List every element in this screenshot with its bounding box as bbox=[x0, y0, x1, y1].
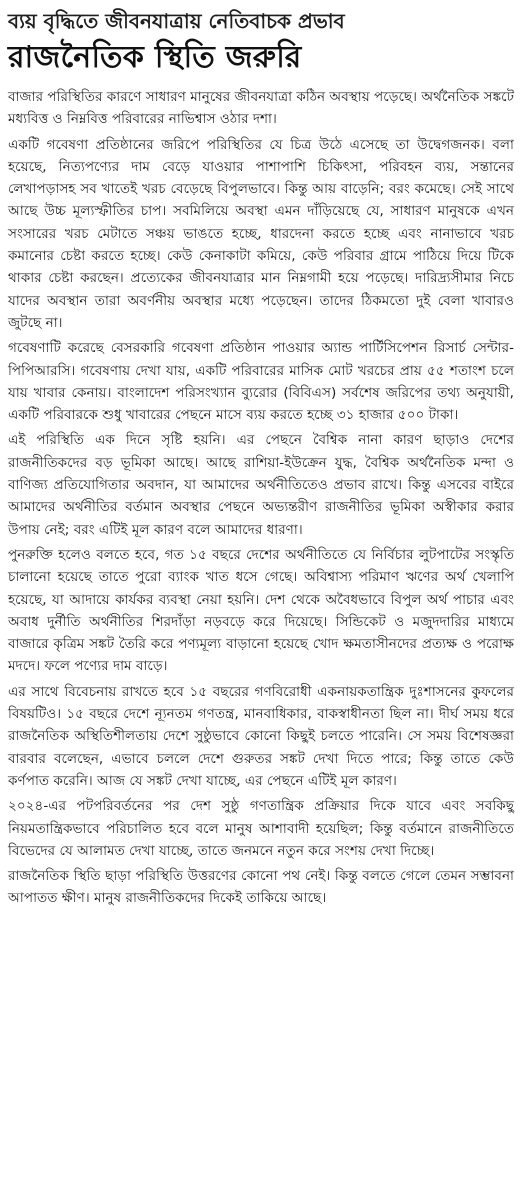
paragraph-2: একটি গবেষণা প্রতিষ্ঠানের জরিপে পরিস্থিতির যে চিত্র উঠে এসেছে তা উদ্বেগজনক। বলা হয়েছে, নিত্যপণ্যের দাম বেড়ে যাওয়ার পাশাপাশি চিকিৎসা, পরিবহন ব্যয়, সন্তানের লেখাপড়াসহ সব খাতেই খরচ বেড়েছে বিপুলভাবে। কিন্তু আয় বাড়েনি; বরং কমেছে। সেই সাথে আছে উচ্চ মূল্যস্ফীতির চাপ। সবমিলিয়ে অবস্থা এমন দাঁড়িয়েছে যে, সাধারণ মানুষকে এখন সংসারের খরচ মেটাতে সঞ্চয় ভাঙতে হচ্ছে, ধারদেনা করতে হচ্ছে এবং নানাভাবে খরচ কমানোর চেষ্টা করতে হচ্ছে। কেউ কেনাকাটা কমিয়ে, কেউ পরিবার গ্রামে পাঠিয়ে দিয়ে টিকে থাকার চেষ্টা করছেন। প্রত্যেকের জীবনযাত্রার মান নিম্নগামী হয়ে পড়েছে। দারিদ্র্যসীমার নিচে যাদের অবস্থান তারা অবর্ণনীয় অবস্থার মধ্যে পড়েছেন। তাদের ঠিকমতো দুই বেলা খাবারও জুটছে না। bbox=[8, 136, 514, 331]
paragraph-8: রাজনৈতিক স্থিতি ছাড়া পরিস্থিতি উত্তরণের কোনো পথ নেই। কিন্তু বলতে গেলে তেমন সম্ভাবনা আপাতত ক্ষীণ। মানুষ রাজনীতিকদের দিকেই তাকিয়ে আছে। bbox=[8, 868, 514, 907]
paragraph-1: বাজার পরিস্থিতির কারণে সাধারণ মানুষের জীবনযাত্রা কঠিন অবস্থায় পড়েছে। অর্থনৈতিক সঙ্কটে মধ্যবিত্ত ও নিম্নবিত্ত পরিবারের নাভিশ্বাস ওঠার দশা। bbox=[8, 89, 514, 128]
paragraph-5: পুনরুক্তি হলেও বলতে হবে, গত ১৫ বছরে দেশের অর্থনীতিতে যে নির্বিচার লুটপাটের সংস্কৃতি চালানো হয়েছে তাতে পুরো ব্যাংক খাত ধসে গেছে। অবিশ্বাস্য পরিমাণ ঋণের অর্থ খেলাপি হয়েছে, যা আদায়ে কার্যকর ব্যবস্থা নেয়া হয়নি। দেশ থেকে অবৈধভাবে বিপুল অর্থ পাচার এবং অবাধ দুর্নীতি অর্থনীতির শিরদাঁড়া নড়বড়ে করে দিয়েছে। সিন্ডিকেট ও মজুদদারির মাধ্যমে বাজারে কৃত্রিম সঙ্কট তৈরি করে পণ্যমূল্য বাড়ানো হয়েছে খোদ ক্ষমতাসীনদের প্রত্যক্ষ ও পরোক্ষ মদদে। ফলে পণ্যের দাম বাড়ে। bbox=[8, 546, 514, 675]
paragraph-4: এই পরিস্থিতি এক দিনে সৃষ্টি হয়নি। এর পেছনে বৈশ্বিক নানা কারণ ছাড়াও দেশের রাজনীতিকদের বড় ভূমিকা আছে। আছে রাশিয়া-ইউক্রেন যুদ্ধ, বৈশ্বিক অর্থনৈতিক মন্দা ও বাণিজ্য প্রতিযোগিতার অবদান, যা আমাদের অর্থনীতিতেও প্রভাব রাখে। কিন্তু এসবের বাইরে আমাদের অর্থনীতির বর্তমান অবস্থার পেছনে অভ্যন্তরীণ রাজনীতির ভূমিকা অস্বীকার করার উপায় নেই; বরং এটিই মূল কারণ বলে আমাদের ধারণা। bbox=[8, 432, 514, 538]
paragraph-3: গবেষণাটি করেছে বেসরকারি গবেষণা প্রতিষ্ঠান পাওয়ার অ্যান্ড পার্টিসিপেশন রিসার্চ সেন্টার-পিপিআরসি। গবেষণায় দেখা যায়, একটি পরিবারের মাসিক মোট খরচের প্রায় ৫৫ শতাংশ চলে যায় খাবার কেনায়। বাংলাদেশ পরিসংখ্যান ব্যুরোর (বিবিএস) সর্বশেষ জরিপের তথ্য অনুযায়ী, একটি পরিবারকে শুধু খাবারের পেছনে মাসে ব্যয় করতে হচ্ছে ৩১ হাজার ৫০০ টাকা। bbox=[8, 340, 514, 424]
paragraph-7: ২০২৪-এর পটপরিবর্তনের পর দেশ সুষ্ঠু গণতান্ত্রিক প্রক্রিয়ার দিকে যাবে এবং সবকিছু নিয়মতান্ত্রিকভাবে পরিচালিত হবে বলে মানুষ আশাবাদী হয়েছিল; কিন্তু বর্তমানে রাজনীতিতে বিভেদের যে আলামত দেখা যাচ্ছে, তাতে জনমনে নতুন করে সংশয় দেখা দিচ্ছে। bbox=[8, 798, 514, 859]
kicker-headline: ব্যয় বৃদ্ধিতে জীবনযাত্রায় নেতিবাচক প্রভাব bbox=[8, 9, 345, 33]
paragraph-6: এর সাথে বিবেচনায় রাখতে হবে ১৫ বছরের গণবিরোধী একনায়কতান্ত্রিক দুঃশাসনের কুফলের বিষয়টিও। ১৫ বছরে দেশে ন্যূনতম গণতন্ত্র, মানবাধিকার, বাকস্বাধীনতা ছিল না। দীর্ঘ সময় ধরে রাজনৈতিক অস্থিতিশীলতায় দেশে সুষ্ঠুভাবে কোনো কিছুই চলতে পারেনি। সে সময় বিশেষজ্ঞরা বারবার বলেছেন, এভাবে চললে দেশে গুরুতর সঙ্কট দেখা দিতে পারে; কিন্তু তাতে কেউ কর্ণপাত করেনি। আজ যে সঙ্কট দেখা যাচ্ছে, এর পেছনে এটিই মূল কারণ। bbox=[8, 683, 514, 789]
article-body bbox=[8, 86, 514, 910]
main-headline: রাজনৈতিক স্থিতি জরুরি bbox=[8, 40, 302, 75]
